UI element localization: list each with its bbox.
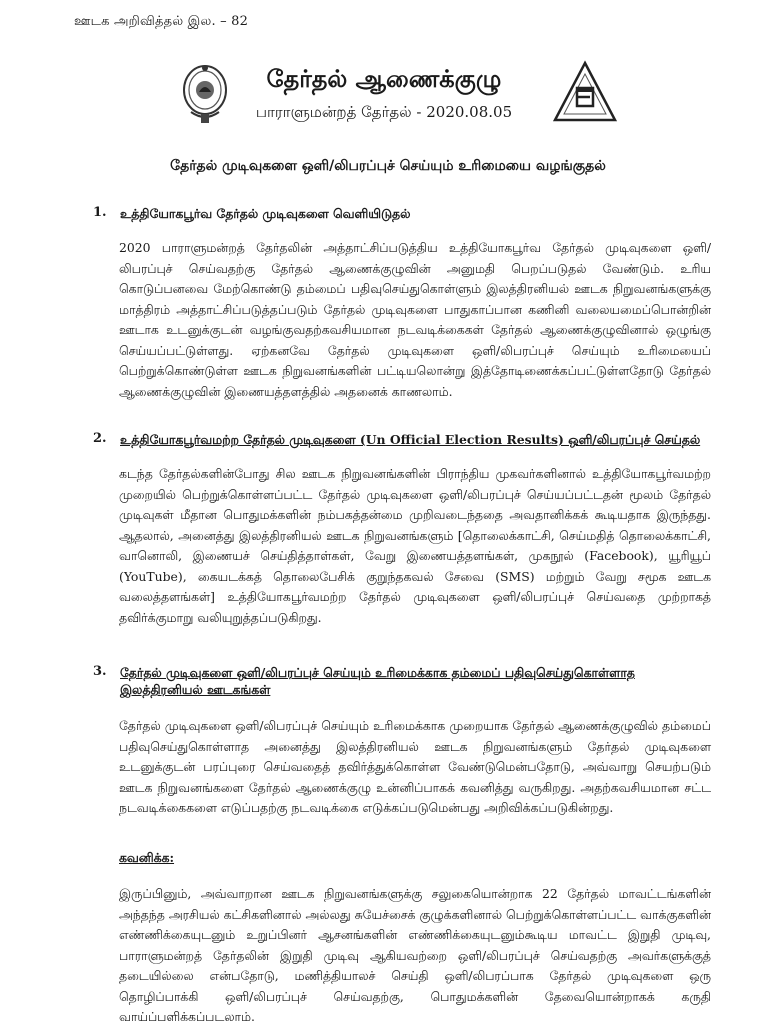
notice-heading: தேர்தல் முடிவுகளை ஒளி/லிபரப்புச் செய்யும் உரிமையை வழங்குதல் [170, 158, 606, 174]
section-1-paragraph: 2020 பாராளுமன்றத் தேர்தலின் அத்தாட்சிப்படுத்திய உத்தியோகபூர்வ தேர்தல் முடிவுகளை ஒளி/லிபரப்புச் செய்வதற்கு தேர்தல் ஆணைக்குழுவின் அனுமதி பெறப்படுதல் வேண்டும். உரிய கொடுப்பனவை மேற்கொண்டு தம்மைப் பதிவுசெய்துகொள்ளும் இலத்திரனியல் ஊடக நிறுவனங்களுக்கு மாத்திரம் அத்தாட்சிப்படுத்தப்படும் தேர்தல் முடிவுகளை பாதுகாப்பான கணினி வலையமைப்பொன்றின் ஊடாக உடனுக்குடன் வழங்குவதற்கவசியமான நடவடிக்கைகள் தேர்தல் ஆணைக்குழுவினால் ஒழுங்கு செய்யப்பட்டுள்ளது. ஏற்கனவே தேர்தல் முடிவுகளை ஒளி/லிபரப்புச் செய்யும் உரிமையைப் பெற்றுக்கொண்டுள்ள ஊடக நிறுவனங்களின் பட்டியலொன்று இத்தோடிணைக்கப்பட்டுள்ளதோடு தேர்தல் ஆணைக்குழுவின் இணையத்தளத்தில் அதனைக் காணலாம். [119, 240, 711, 399]
election-commission-logo-icon [552, 60, 618, 126]
section-1-number: 1. [93, 205, 107, 220]
section-2-number: 2. [93, 431, 107, 446]
commission-title: தேர்தல் ஆணைக்குழு [266, 64, 502, 93]
media-release-number: ஊடக அறிவித்தல் இல. – 82 [74, 14, 249, 29]
election-subtitle: பாராளுமன்றத் தேர்தல் - 2020.08.05 [255, 103, 513, 121]
section-3-number: 3. [93, 664, 107, 679]
letterhead [0, 52, 768, 172]
section-3-title: தேர்தல் முடிவுகளை ஒளி/லிபரப்புச் செய்யும் உரிமைக்காக தம்மைப் பதிவுசெய்துகொள்ளாத இலத்திரனியல் ஊடகங்கள் [120, 665, 635, 697]
note-label: கவனிக்க: [119, 850, 175, 865]
note-paragraph: இருப்பினும், அவ்வாறான ஊடக நிறுவனங்களுக்கு சலுகையொன்றாக 22 தேர்தல் மாவட்டங்களின் அந்தந்த அரசியல் கட்சிகளினால் அல்லது சுயேச்சைக் குழுக்களினால் பெற்றுக்கொள்ளப்பட்ட வாக்குகளின் எண்ணிக்கையுடனும் உறுப்பினர் ஆசனங்களின் எண்ணிக்கையுடனும்கூடிய மாவட்ட இறுதி முடிவு, பாராளுமன்றத் தேர்தலின் இறுதி முடிவு ஆகியவற்றை ஒளி/லிபரப்புச் செய்வதற்கு அவர்களுக்குத் தடையில்லை என்பதோடு, மணித்தியாலச் செய்தி ஒளி/லிபரப்பாக தேர்தல் முடிவுகளை ஒரு தொழிப்பாக்கி ஒளி/லிபரப்புச் செய்வதற்கு, பொதுமக்களின் தேவையொன்றாகக் கருதி வாய்ப்பளிக்கப்படலாம். [119, 886, 711, 1024]
section-1-title: உத்தியோகபூர்வ தேர்தல் முடிவுகளை வெளியிடுதல் [120, 206, 411, 221]
section-2-title: உத்தியோகபூர்வமற்ற தேர்தல் முடிவுகளை (Un Official Election Results) ஒளி/லிபரப்புச் செய்தல் [120, 432, 701, 447]
section-2-paragraph: கடந்த தேர்தல்களின்போது சில ஊடக நிறுவனங்களின் பிராந்திய முகவர்களினால் உத்தியோகபூர்வமற்ற முறையில் பெற்றுக்கொள்ளப்பட்ட தேர்தல் முடிவுகளை ஒளி/லிபரப்புச் செய்யப்பட்டதன் மூலம் தேர்தல் முடிவுகள் மீதான பொதுமக்களின் நம்பகத்தன்மை முறிவடைந்ததை அவதானிக்கக் கூடியதாக இருந்தது. ஆதலால், அனைத்து இலத்திரனியல் ஊடக நிறுவனங்களும் [தொலைக்காட்சி, செய்மதித் தொலைக்காட்சி, வானொலி, இணையச் செய்தித்தாள்கள், வேறு இணையத்தளங்கள், முகநூல் (Facebook), யூரியூப் (YouTube), கையடக்கத் தொலைபேசிக் குறுந்தகவல் சேவை (SMS) மற்றும் வேறு சமூக ஊடக வலைத்தளங்கள்] உத்தியோகபூர்வமற்ற தேர்தல் முடிவுகளை ஒளி/லிபரப்புச் செய்வதை முற்றாகத் தவிர்க்குமாறு வலியுறுத்தப்படுகிறது. [119, 466, 711, 625]
section-3-paragraph: தேர்தல் முடிவுகளை ஒளி/லிபரப்புச் செய்யும் உரிமைக்காக முறையாக தேர்தல் ஆணைக்குழுவில் தம்மைப் பதிவுசெய்துகொள்ளாத அனைத்து இலத்திரனியல் ஊடக நிறுவனங்களும் தேர்தல் முடிவுகளை உடனுக்குடன் பரப்புரை செய்வதைத் தவிர்த்துக்கொள்ள வேண்டுமென்பதோடு, அவ்வாறு செயற்படும் ஊடக நிறுவனங்களை தேர்தல் ஆணைக்குழு உன்னிப்பாகக் கவனித்து வருகிறது. அதற்கவசியமான சட்ட நடவடிக்கைகளை எடுப்பதற்கு நடவடிக்கை எடுக்கப்படுமென்பது அறிவிக்கப்படுகின்றது. [119, 718, 711, 815]
